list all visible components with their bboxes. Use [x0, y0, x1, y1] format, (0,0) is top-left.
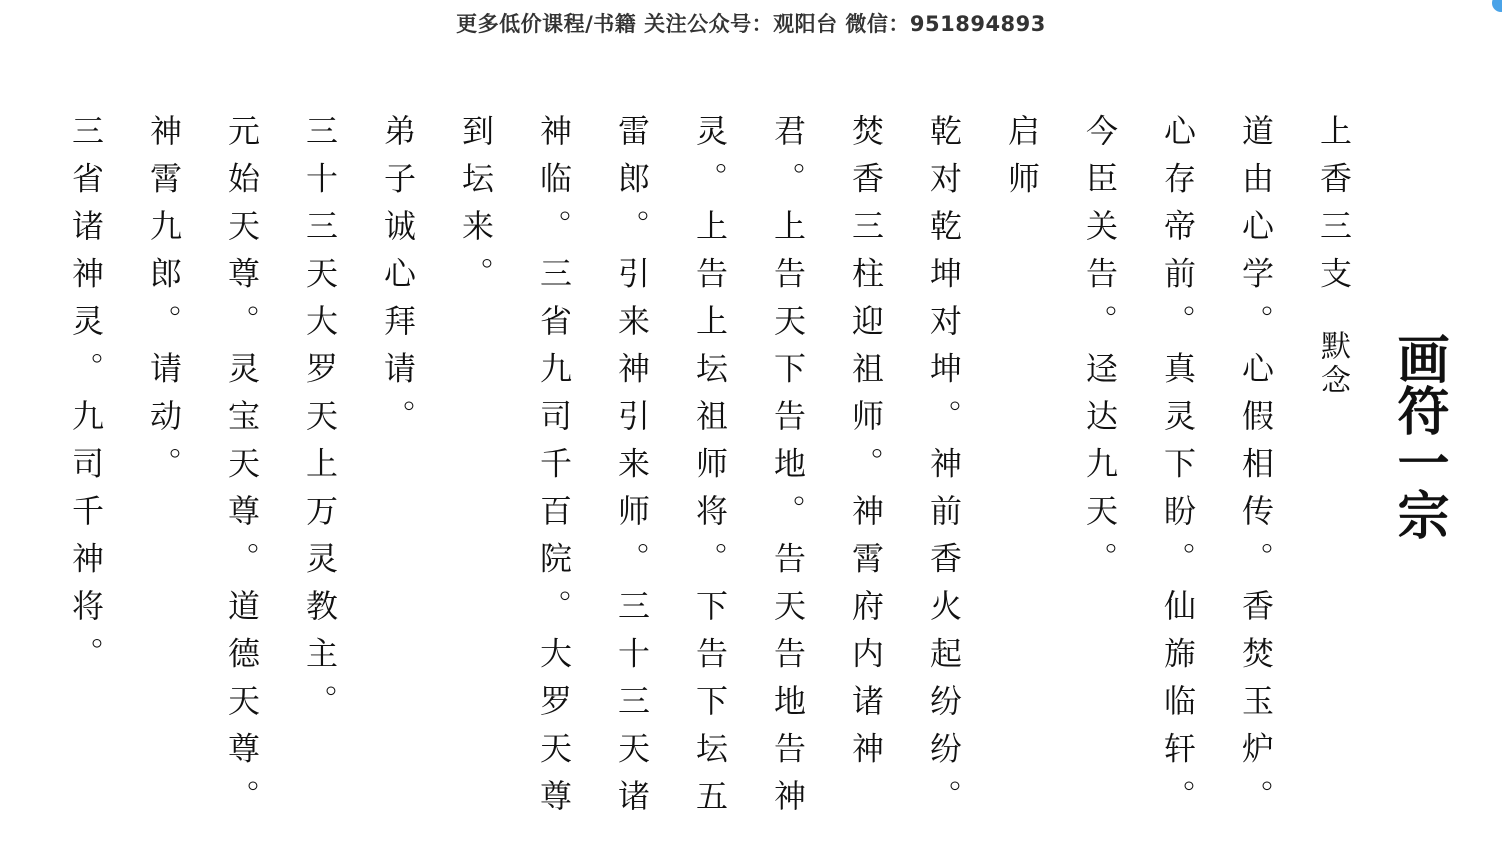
- column-9: 灵。上告上坛祖师将。下告下坛五: [691, 114, 729, 827]
- column-10: 雷郎。引来神引来师。三十三天诸: [613, 114, 651, 827]
- column-5: 启师: [1003, 114, 1041, 209]
- column-8: 君。上告天下告地。告天告地告神: [769, 114, 807, 827]
- column-15: 元始天尊。灵宝天尊。道德天尊。: [223, 114, 261, 827]
- column-1-subtitle: 默念: [1315, 330, 1350, 398]
- column-13: 弟子诚心拜请。: [379, 114, 417, 447]
- column-6: 乾对乾坤对坤。神前香火起纷纷。: [925, 114, 963, 827]
- column-1: 上香三支: [1315, 114, 1353, 304]
- column-4: 今臣关告。迳达九天。: [1081, 114, 1119, 589]
- column-12: 到坛来。: [457, 114, 495, 304]
- column-2: 道由心学。心假相传。香焚玉炉。: [1237, 114, 1275, 827]
- page-title: 画符一宗: [1388, 332, 1448, 540]
- column-17: 三省诸神灵。九司千神将。: [67, 114, 105, 684]
- column-11: 神临。三省九司千百院。大罗天尊: [535, 114, 573, 827]
- header-text: 更多低价课程/书籍 关注公众号：观阳台 微信：951894893: [456, 12, 1046, 36]
- column-7: 焚香三柱迎祖师。神霄府内诸神: [847, 114, 885, 779]
- header-banner: [0, 8, 1502, 38]
- column-16: 神霄九郎。请动。: [145, 114, 183, 494]
- column-14: 三十三天大罗天上万灵教主。: [301, 114, 339, 732]
- column-3: 心存帝前。真灵下盼。仙旆临轩。: [1159, 114, 1197, 827]
